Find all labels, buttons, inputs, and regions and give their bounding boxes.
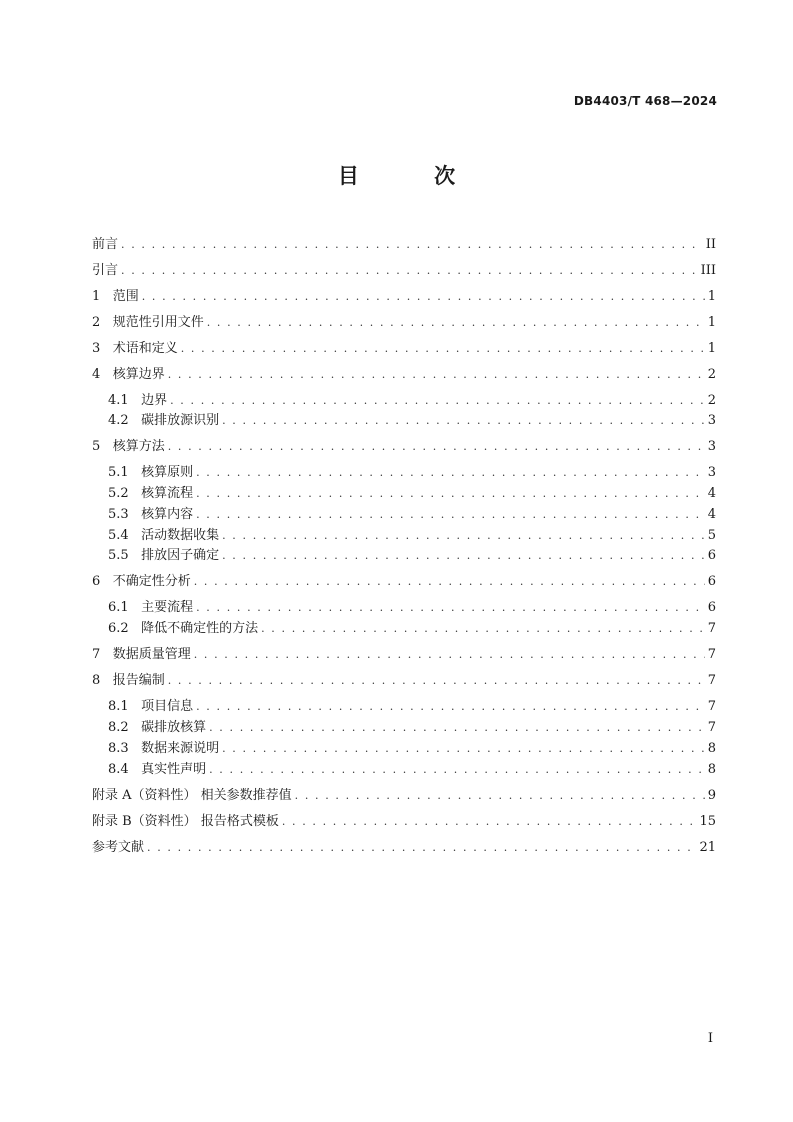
toc-leader-dots (209, 761, 705, 779)
toc-leader-dots (194, 573, 705, 591)
toc-entry-label: 排放因子确定 (141, 548, 220, 563)
toc-entry-number: 5.3 (108, 507, 129, 522)
toc-entry-label: 引言 (92, 263, 119, 278)
toc-entry-appendix-a[interactable] (92, 787, 716, 805)
toc-entry-6[interactable] (92, 573, 716, 591)
toc-entry-6-2[interactable] (108, 620, 716, 638)
toc-entry-page: 6 (707, 548, 716, 563)
toc-entry-introduction[interactable] (92, 262, 716, 280)
toc-entry-number: 8.4 (108, 762, 129, 777)
toc-entry-3[interactable] (92, 340, 716, 358)
toc-entry-page: 7 (707, 621, 716, 636)
toc-entry-page: 7 (707, 699, 716, 714)
toc-entry-label: 活动数据收集 (141, 528, 220, 543)
toc-entry-label: 前言 (92, 237, 119, 252)
toc-entry-label: 附录 A（资料性） 相关参数推荐值 (92, 788, 292, 803)
toc-entry-page: 2 (707, 393, 716, 408)
toc-entry-label: 降低不确定性的方法 (141, 621, 259, 636)
toc-entry-number: 4 (92, 367, 101, 382)
toc-entry-page: II (705, 237, 716, 252)
toc-entry-label: 范围 (112, 289, 139, 304)
toc-leader-dots (168, 366, 705, 384)
toc-entry-label: 核算流程 (141, 486, 194, 501)
toc-leader-dots (209, 719, 705, 737)
toc-entry-page: 3 (707, 413, 716, 428)
toc-entry-foreword[interactable] (92, 236, 716, 254)
toc-entry-6-1[interactable] (108, 599, 716, 617)
toc-entry-number: 4.2 (108, 413, 129, 428)
toc-entry-page: 8 (707, 741, 716, 756)
page-title: 目 次 (337, 164, 490, 188)
toc-entry-label: 项目信息 (141, 699, 194, 714)
toc-entry-5[interactable] (92, 438, 716, 456)
toc-leader-dots (196, 698, 705, 716)
document-code: DB4403/T 468—2024 (573, 94, 717, 108)
toc-entry-8[interactable] (92, 672, 716, 690)
toc-entry-page: 5 (707, 528, 716, 543)
toc-entry-page: 1 (707, 315, 716, 330)
toc-leader-dots (261, 620, 705, 638)
toc-entry-page: 3 (707, 465, 716, 480)
toc-entry-number: 3 (92, 341, 101, 356)
toc-entry-number: 5.4 (108, 528, 129, 543)
toc-leader-dots (147, 839, 696, 857)
toc-entry-label: 碳排放源识别 (141, 413, 220, 428)
toc-leader-dots (194, 646, 705, 664)
toc-entry-label: 核算原则 (141, 465, 194, 480)
toc-entry-8-3[interactable] (108, 740, 716, 758)
toc-entry-number: 6.2 (108, 621, 129, 636)
toc-leader-dots (196, 464, 705, 482)
toc-entry-label: 核算边界 (112, 367, 165, 382)
toc-entry-number: 5.2 (108, 486, 129, 501)
toc-entry-page: 21 (699, 840, 716, 855)
toc-entry-4[interactable] (92, 366, 716, 384)
toc-entry-label: 碳排放核算 (141, 720, 207, 735)
toc-leader-dots (196, 599, 705, 617)
toc-leader-dots (196, 506, 705, 524)
toc-entry-number: 8.2 (108, 720, 129, 735)
toc-entry-label: 数据质量管理 (112, 647, 191, 662)
toc-entry-label: 不确定性分析 (112, 574, 191, 589)
toc-entry-page: 1 (707, 341, 716, 356)
toc-entry-4-1[interactable] (108, 392, 716, 410)
toc-entry-5-4[interactable] (108, 527, 716, 545)
toc-entry-5-2[interactable] (108, 485, 716, 503)
toc-entry-label: 术语和定义 (112, 341, 178, 356)
toc-entry-number: 5 (92, 439, 101, 454)
toc-entry-5-1[interactable] (108, 464, 716, 482)
toc-entry-number: 5.5 (108, 548, 129, 563)
toc-leader-dots (121, 262, 698, 280)
toc-entry-page: 9 (707, 788, 716, 803)
toc-entry-references[interactable] (92, 839, 716, 857)
toc-entry-number: 8 (92, 673, 101, 688)
toc-leader-dots (168, 672, 705, 690)
toc-leader-dots (222, 740, 705, 758)
toc-leader-dots (142, 288, 705, 306)
toc-entry-label: 主要流程 (141, 600, 194, 615)
toc-entry-page: 15 (699, 814, 716, 829)
toc-entry-label: 规范性引用文件 (112, 315, 204, 330)
toc-leader-dots (121, 236, 703, 254)
toc-entry-page: 6 (707, 600, 716, 615)
toc-entry-number: 4.1 (108, 393, 129, 408)
toc-entry-page: 3 (707, 439, 716, 454)
toc-entry-label: 真实性声明 (141, 762, 207, 777)
toc-entry-page: 7 (707, 673, 716, 688)
toc-entry-number: 8.1 (108, 699, 129, 714)
toc-entry-page: III (700, 263, 716, 278)
toc-leader-dots (295, 787, 705, 805)
toc-entry-page: 4 (707, 507, 716, 522)
toc-entry-8-1[interactable] (108, 698, 716, 716)
toc-leader-dots (170, 392, 705, 410)
toc-leader-dots (207, 314, 705, 332)
toc-entry-label: 数据来源说明 (141, 741, 220, 756)
toc-leader-dots (196, 485, 705, 503)
toc-leader-dots (168, 438, 705, 456)
toc-leader-dots (181, 340, 705, 358)
toc-entry-page: 8 (707, 762, 716, 777)
toc-entry-number: 8.3 (108, 741, 129, 756)
toc-entry-label: 附录 B（资料性） 报告格式模板 (92, 814, 279, 829)
toc-entry-appendix-b[interactable] (92, 813, 716, 831)
toc-entry-5-5[interactable] (108, 547, 716, 565)
toc-entry-number: 7 (92, 647, 101, 662)
toc-entry-8-2[interactable] (108, 719, 716, 737)
toc-entry-page: 4 (707, 486, 716, 501)
toc-entry-number: 1 (92, 289, 101, 304)
toc-entry-label: 边界 (141, 393, 168, 408)
toc-entry-label: 报告编制 (112, 673, 165, 688)
toc-entry-2[interactable] (92, 314, 716, 332)
toc-entry-number: 6 (92, 574, 101, 589)
toc-entry-page: 1 (707, 289, 716, 304)
toc-entry-label: 核算方法 (112, 439, 165, 454)
toc-entry-label: 参考文献 (92, 840, 145, 855)
toc-entry-number: 5.1 (108, 465, 129, 480)
toc-leader-dots (222, 547, 705, 565)
toc-entry-8-4[interactable] (108, 761, 716, 779)
toc-entry-page: 7 (707, 647, 716, 662)
toc-entry-page: 2 (707, 367, 716, 382)
toc-entry-page: 7 (707, 720, 716, 735)
toc-leader-dots (282, 813, 697, 831)
toc-leader-dots (222, 412, 705, 430)
toc-entry-1[interactable] (92, 288, 716, 306)
toc-entry-page: 6 (707, 574, 716, 589)
toc-leader-dots (222, 527, 705, 545)
toc-entry-label: 核算内容 (141, 507, 194, 522)
toc-entry-4-2[interactable] (108, 412, 716, 430)
page-number: I (707, 1031, 713, 1046)
toc-entry-7[interactable] (92, 646, 716, 664)
toc-entry-number: 2 (92, 315, 101, 330)
toc-entry-number: 6.1 (108, 600, 129, 615)
toc-entry-5-3[interactable] (108, 506, 716, 524)
